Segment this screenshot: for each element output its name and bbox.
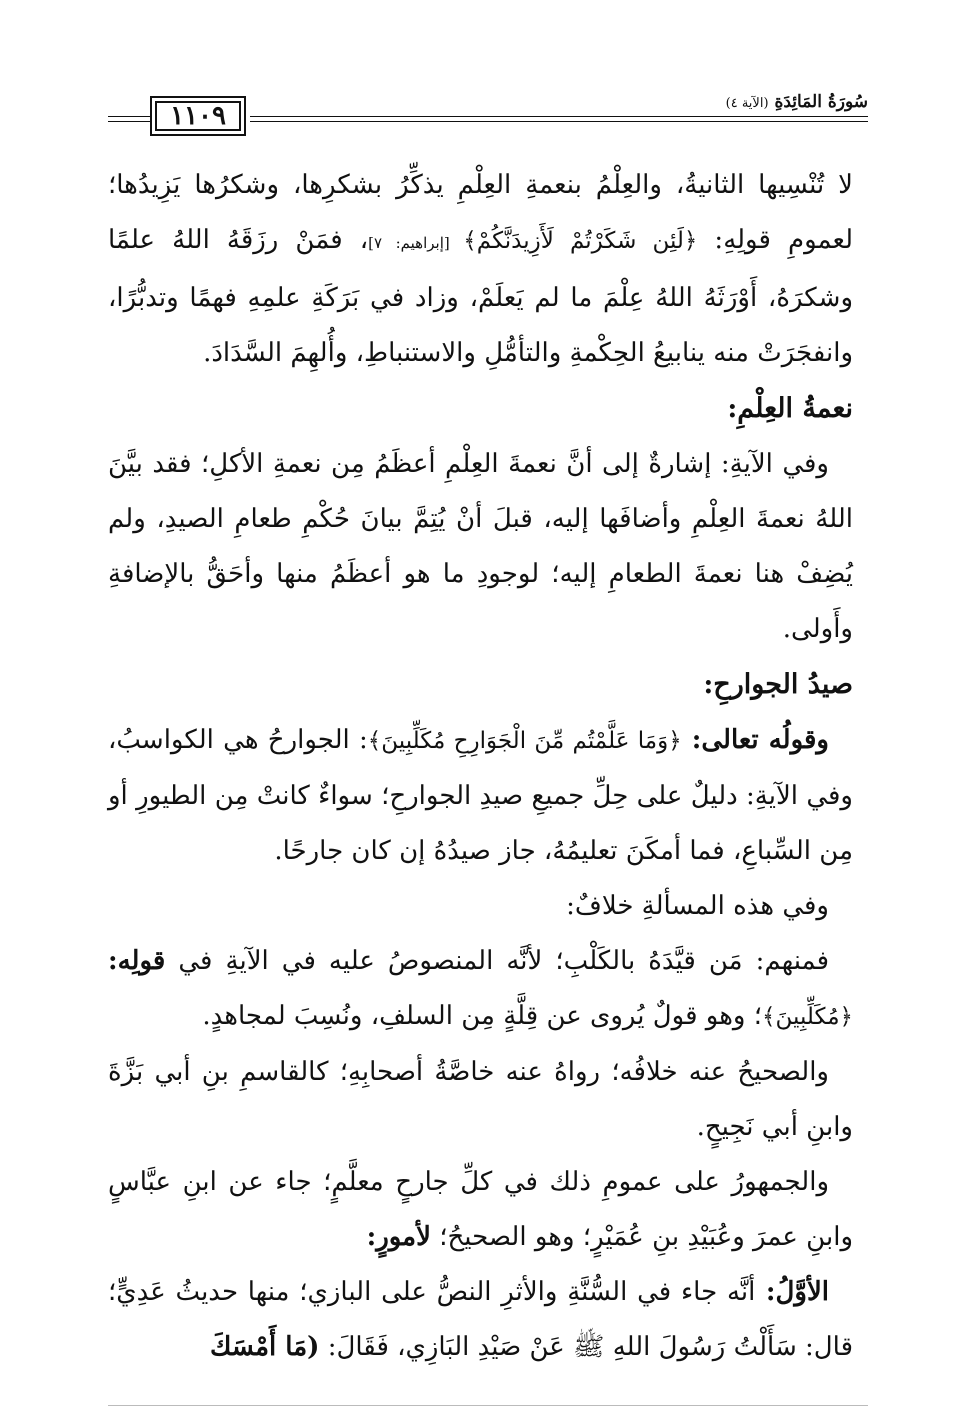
header-rule	[250, 121, 868, 122]
paragraph: والصحيحُ عنه خلافُه؛ رواهُ عنه خاصَّةُ أصحابِهِ؛ كالقاسمِ بنِ أبي بَزَّةَ وابنِ أبي نَجِيحٍ.	[108, 1057, 853, 1142]
section-heading: نعمةُ العِلْمِ:	[727, 393, 853, 424]
verse-reference: (الآية ٤)	[725, 96, 769, 111]
page-header	[108, 92, 868, 142]
bold-text: (مَا أَمْسَكَ	[209, 1332, 320, 1362]
paragraph	[108, 1155, 853, 1265]
paragraph-text: ؛ وهو قولٌ يُروى عن قِلَّةٍ مِن السلفِ، ونُسِبَ لمجاهدٍ.	[202, 1001, 763, 1031]
quran-verse: ﴿وَمَا عَلَّمْتُم مِّنَ الْجَوَارِحِ مُكَلِّبِينَ﴾	[367, 728, 682, 754]
citation: [إبراهيم: ٧]	[368, 234, 464, 252]
paragraph	[108, 934, 853, 1045]
page-number-box	[150, 96, 246, 136]
paragraph-lead: وقولُه تعالى:	[681, 725, 829, 755]
paragraph-text: ، فمَنْ رزَقَهُ اللهُ علمًا وشكرَهُ، أَوْرَثَهُ اللهُ عِلْمَ ما لم يَعلَمْ، وزاد في بَرَكَةِ علمِهِ فهمًا وتدبُّرًا، وانفجَرَتْ منه ينابيعُ الحِكْمةِ والتأمُّلِ والاستنباطِ، وأُلهِمَ السَّدَادَ.	[108, 225, 853, 368]
footer-rule	[108, 1405, 868, 1406]
paragraph: وفي هذه المسألةِ خلافٌ:	[566, 891, 829, 921]
header-rule	[250, 116, 868, 117]
header-rule	[108, 121, 150, 122]
surah-title: سُورَةُ المَائِدَةِ	[774, 92, 868, 112]
bold-text: قولِه:	[108, 946, 166, 976]
bold-text: الأوَّلُ:	[755, 1277, 829, 1307]
page-body	[108, 158, 853, 1375]
quran-verse: ﴿لَئِن شَكَرْتُمْ لَأَزِيدَنَّكُمْ﴾	[463, 228, 698, 254]
paragraph-text: أنَّه جاء في السُّنَّةِ والأثرِ النصُّ على البازي؛ منها حديثُ عَدِيٍّ؛ قال: سَأَلْتُ رَسُولَ اللهِ ﷺ عَنْ صَيْدِ البَازِي، فَقَالَ:	[108, 1277, 853, 1362]
paragraph	[108, 1265, 853, 1375]
paragraph-text: : الجوارحُ هي الكواسبُ، وفي الآيةِ: دليلٌ على حِلِّ جميعِ صيدِ الجوارحِ؛ سواءٌ كانتْ مِن الطيورِ أو مِن السِّباعِ، فما أمكَنَ تعليمُهُ، جاز صيدُهُ إن كان جارحًا.	[108, 725, 853, 866]
bold-text: لأمورٍ:	[366, 1222, 431, 1252]
paragraph: وفي الآيةِ: إشارةٌ إلى أنَّ نعمةَ العِلْمِ أعظَمُ مِن نعمةِ الأكلِ؛ فقد بيَّنَ اللهُ نعمةَ العِلْمِ وأضافَها إليه، قبلَ أنْ يُتِمَّ بيانَ حُكْمِ طعامِ الصيدِ، ولم يُضِفْ هنا نعمةَ الطعامِ إليه؛ لوجودِ ما هو أعظَمُ منها وأحَقُّ بالإضافةِ وأَولى.	[108, 449, 853, 644]
section-heading: صيدُ الجوارحِ:	[703, 669, 853, 700]
paragraph-text: لا تُنْسِيها الثانيةُ، والعِلْمُ بنعمةِ العِلْمِ يذكِّرُ بشكرِها، وشكرُها يَزِيدُها؛ لعمومِ قولِهِ:	[108, 170, 853, 255]
running-title	[718, 92, 868, 112]
paragraph	[108, 158, 853, 381]
paragraph	[108, 713, 853, 879]
paragraph-text: والجمهورُ على عمومِ ذلك في كلِّ جارحٍ معلَّمٍ؛ جاء عن ابنِ عبَّاسٍ وابنِ عمرَ وعُبَيْدِ بنِ عُمَيْرٍ؛ وهو الصحيحُ؛	[108, 1167, 853, 1252]
paragraph-text: فمنهم: مَن قيَّدَهُ بالكَلْبِ؛ لأنَّه المنصوصُ عليه في الآيةِ في	[165, 946, 829, 976]
header-rule	[108, 116, 150, 117]
page-number: ١١٠٩	[170, 101, 226, 131]
quran-verse: ﴿مُكَلِّبِينَ﴾	[762, 1004, 853, 1030]
